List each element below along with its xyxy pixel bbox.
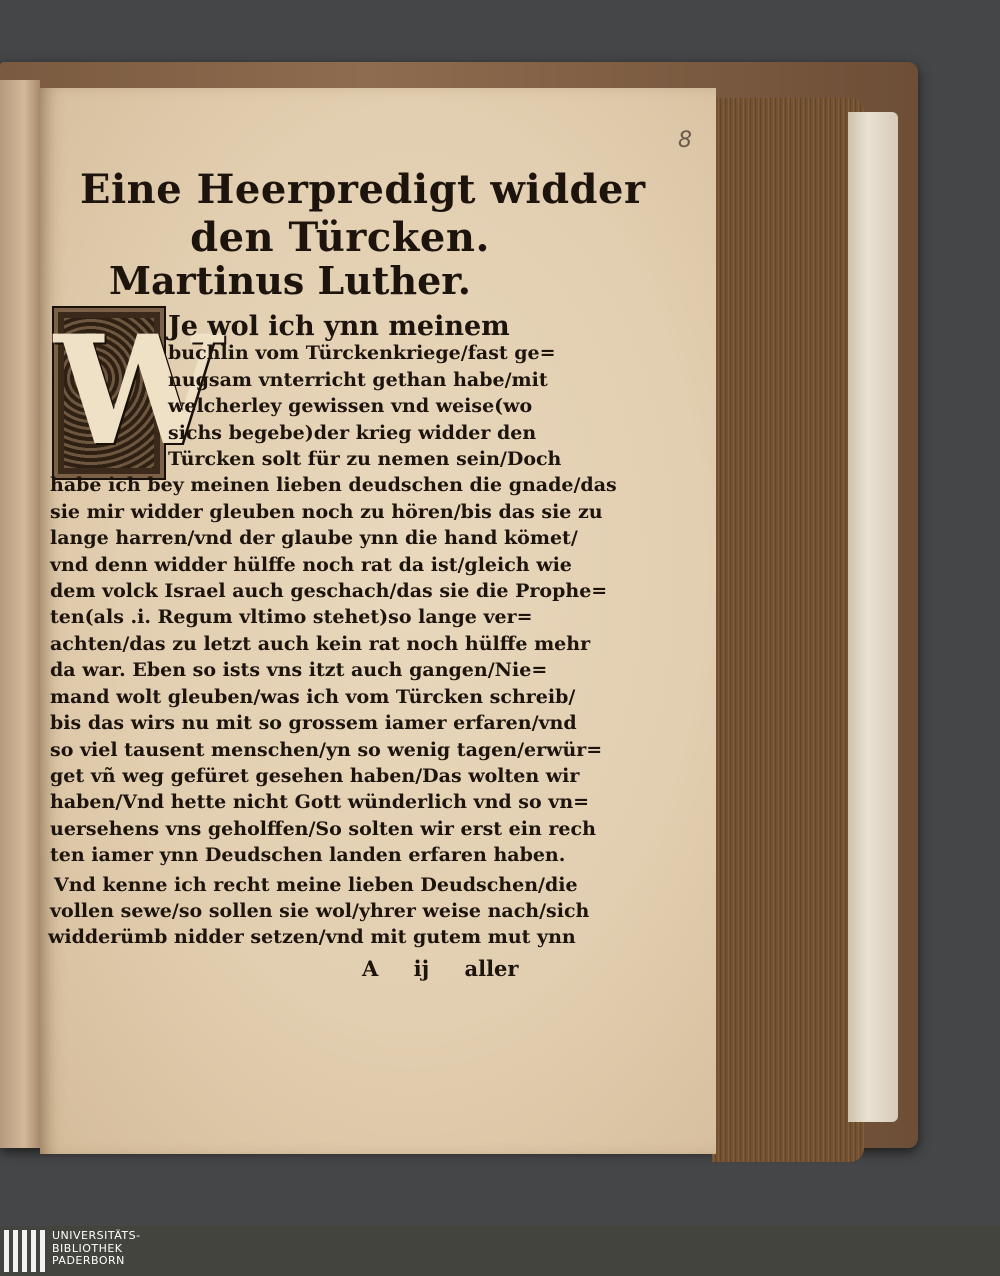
text-line: Türcken solt für zu nemen sein/Doch xyxy=(168,448,562,471)
text-line: habe ich bey meinen lieben deudschen die gnade/das xyxy=(50,474,617,497)
text-line: so viel tausent menschen/yn so wenig tagen/erwür= xyxy=(50,738,603,761)
text-line: haben/Vnd hette nicht Gott wünderlich vnd so vn= xyxy=(50,791,590,814)
initial-letter: W xyxy=(54,303,223,479)
text-line: ten iamer ynn Deudschen landen erfaren haben. xyxy=(50,844,566,867)
text-line: buchlin vom Türckenkriege/fast ge= xyxy=(168,342,556,365)
page-title xyxy=(80,166,646,262)
text-line: dem volck Israel auch geschach/das sie die Prophe= xyxy=(50,580,608,603)
folio-number: 8 xyxy=(678,128,692,153)
signature-number: ij xyxy=(413,956,430,981)
text-line: sichs begebe)der krieg widder den xyxy=(168,421,537,444)
verso-page-edge xyxy=(0,80,40,1148)
library-name-line-3: PADERBORN xyxy=(52,1254,125,1267)
text-line: ten(als .i. Regum vltimo stehet)so lange ver= xyxy=(50,606,533,629)
library-name-line-2: BIBLIOTHEK xyxy=(52,1241,123,1255)
body-paragraph-2 xyxy=(48,872,590,950)
signature-catchword-line xyxy=(362,956,542,981)
library-logo-icon xyxy=(4,1230,46,1272)
text-line: achten/das zu letzt auch kein rat noch hülffe mehr xyxy=(50,632,591,655)
title-line-1: Eine Heerpredigt widder xyxy=(80,166,646,213)
text-line: nugsam vnterricht gethan habe/mit xyxy=(168,368,548,391)
text-block-edge xyxy=(712,98,864,1162)
signature-letter: A xyxy=(362,956,379,981)
endpaper-edge xyxy=(848,112,898,1122)
title-line-2: den Türcken. xyxy=(190,214,490,261)
text-line: Je wol ich ynn meinem xyxy=(168,311,510,342)
text-line: bis das wirs nu mit so grossem iamer erfaren/vnd xyxy=(50,712,577,735)
author-heading: Martinus Luther. xyxy=(108,258,472,303)
library-banner xyxy=(0,1226,1000,1276)
library-name xyxy=(52,1230,141,1268)
recto-page xyxy=(40,88,716,1154)
text-line: widderümb nidder setzen/vnd mit gutem mut ynn xyxy=(48,926,576,948)
library-name-line-1: UNIVERSITÄTS- xyxy=(52,1229,141,1242)
text-line: lange harren/vnd der glaube ynn die hand kömet/ xyxy=(50,527,578,550)
text-line: mand wolt gleuben/was ich vom Türcken schreib/ xyxy=(50,685,576,708)
text-line: get vñ weg gefüret gesehen haben/Das wolten wir xyxy=(50,764,580,787)
text-line: sie mir widder gleuben noch zu hören/bis das sie zu xyxy=(50,500,603,523)
text-line: vnd denn widder hülffe noch rat da ist/gleich wie xyxy=(50,553,572,576)
text-line: uersehens vns geholffen/So solten wir erst ein rech xyxy=(50,817,596,840)
body-paragraph-1 xyxy=(50,303,617,869)
text-line: da war. Eben so ists vns itzt auch gangen/Nie= xyxy=(50,659,548,682)
text-line: welcherley gewissen vnd weise(wo xyxy=(168,395,533,418)
catchword: aller xyxy=(464,956,519,981)
text-line: vollen sewe/so sollen sie wol/yhrer weise nach/sich xyxy=(50,900,590,922)
text-line: Vnd kenne ich recht meine lieben Deudschen/die xyxy=(54,874,578,896)
